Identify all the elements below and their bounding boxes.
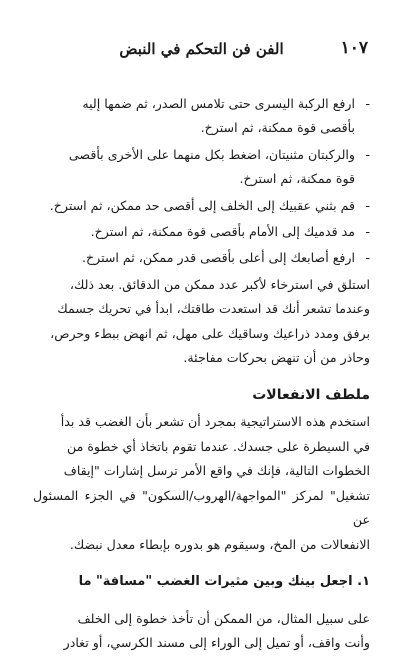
text-line: وأنت واقف، أو تميل إلى الوراء إلى مسند الكرسي، أو تغادر xyxy=(63,635,370,651)
page-header xyxy=(33,38,370,64)
text-line: استلق في استرخاء لأكبر عدد ممكن من الدقائق. بعد ذلك، xyxy=(69,276,370,292)
bullet-dash: - xyxy=(365,250,370,266)
bullet-line: والركبتان مثنيتان، اضغط بكل منهما على الأخرى بأقصى xyxy=(68,146,355,162)
bullet-dash: - xyxy=(365,146,370,162)
numbered-heading: ١. اجعل بينك وبين مثيرات الغضب "مسافة" ما xyxy=(78,573,370,589)
bullet-item xyxy=(33,143,370,192)
text-line: الانفعالات من المخ، وسيقوم هو بدوره بإبطاء معدل نبضك. xyxy=(69,536,370,552)
text-line: في السيطرة على جسدك. عندما تقوم باتخاذ أي خطوة من xyxy=(66,438,370,454)
text-line: وعندما تشعر أنك قد استعدت طاقتك، ابدأ في تحريك جسمك xyxy=(57,301,370,317)
bullet-dash: - xyxy=(365,197,370,213)
paragraph xyxy=(33,607,370,656)
bullet-line: ارفع أصابعك إلى أعلى بأقصى قدر ممكن، ثم استرخ. xyxy=(81,250,355,266)
text-line: الخطوات التالية، فإنك في واقع الأمر ترسل إشارات "إيقاف xyxy=(63,463,370,479)
bullet-item xyxy=(33,92,370,141)
bullet-line: ارفع الركبة اليسرى حتى تلامس الصدر، ثم ضمها إليه xyxy=(82,96,355,111)
bullet-line: قوة ممكنة، ثم استرخ. xyxy=(239,171,355,187)
text-line: وحاذر من أن تنهض بحركات مفاجئة. xyxy=(183,350,370,366)
bullet-dash: - xyxy=(365,96,370,111)
paragraph xyxy=(33,410,370,556)
paragraph xyxy=(33,273,370,371)
bullet-line: مد قدميك إلى الأمام بأقصى قوة ممكنة، ثم استرخ. xyxy=(90,224,355,240)
page-number: ١٠٧ xyxy=(340,38,368,58)
bullet-line: قم بثني عقبيك إلى الخلف إلى أقصى حد ممكن، ثم استرخ. xyxy=(49,197,355,213)
text-line: تشغيل" لمركز "المواجهة/الهروب/السكون" في الجزء المسئول عن xyxy=(33,487,370,528)
text-line: استخدم هذه الاستراتيجية بمجرد أن تشعر بأن الغضب قد بدأ xyxy=(60,414,370,430)
bullet-line: بأقصى قوة ممكنة، ثم استرخ. xyxy=(200,120,355,136)
bullet-item xyxy=(33,246,370,270)
running-title: الفن فن التحكم في النبض xyxy=(119,40,284,58)
bullet-item xyxy=(33,194,370,218)
section-heading: ملطف الانفعالات xyxy=(252,387,370,404)
body-text xyxy=(33,92,370,656)
text-line: على سبيل المثال، من الممكن أن تأخذ خطوة إلى الخلف xyxy=(77,610,370,626)
bullet-item xyxy=(33,220,370,244)
bullet-dash: - xyxy=(365,224,370,240)
text-line: برفق ومدد ذراعيك وساقيك على مهل، ثم انهض ببطء وحرص، xyxy=(50,325,370,341)
